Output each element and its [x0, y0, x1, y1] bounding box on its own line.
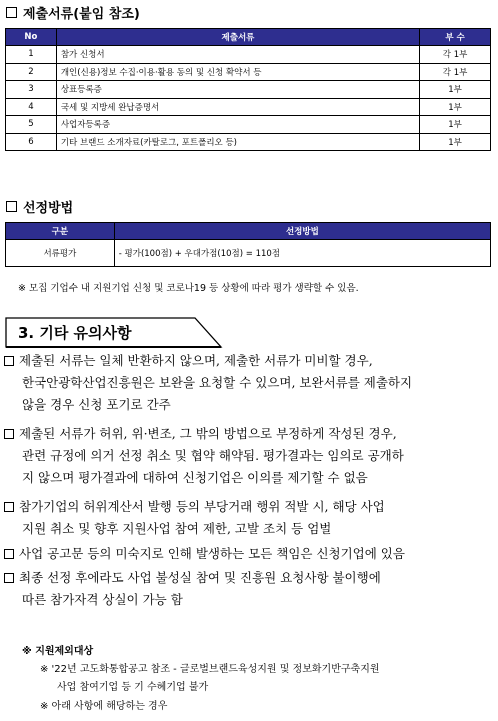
documents-table	[5, 28, 491, 151]
table-row	[6, 116, 491, 134]
checkbox-icon	[6, 7, 17, 18]
row-no: 6	[6, 133, 57, 151]
row-doc: 국세 및 지방세 완납증명서	[56, 98, 419, 116]
table-row	[6, 133, 491, 151]
header-type: 구분	[6, 223, 115, 240]
section-other-title: 3. 기타 유의사항	[18, 324, 132, 342]
row-method: - 평가(100점) + 우대가점(10점) = 110점	[114, 240, 490, 267]
list-item	[4, 543, 492, 565]
table-row	[6, 63, 491, 81]
list-item	[4, 350, 492, 416]
row-qty: 1부	[420, 133, 491, 151]
exclusion-note-1-cont: 사업 참여기업 등 기 수혜기업 불가	[57, 682, 209, 693]
header-doc: 제출서류	[56, 29, 419, 46]
row-doc: 기타 브랜드 소개자료(카탈로그, 포트폴리오 등)	[56, 133, 419, 151]
list-item	[4, 423, 492, 489]
item-text: 지 않으며 평가결과에 대하여 신청기업은 이의를 제기할 수 없음	[22, 470, 368, 485]
item-text: 한국안광학산업진흥원은 보완을 요청할 수 있으며, 보완서류를 제출하지	[22, 375, 413, 390]
section-selection-title	[6, 197, 73, 216]
row-doc: 사업자등록증	[56, 116, 419, 134]
row-doc: 참가 신청서	[56, 46, 419, 64]
item-text: 사업 공고문 등의 미숙지로 인해 발생하는 모든 책임은 신청기업에 있음	[19, 546, 405, 561]
item-text: 따른 참가자격 상실이 가능 함	[22, 592, 183, 607]
row-no: 1	[6, 46, 57, 64]
checkbox-icon	[4, 356, 14, 366]
table-row	[6, 98, 491, 116]
table-row	[6, 81, 491, 99]
checkbox-icon	[6, 201, 17, 212]
row-no: 4	[6, 98, 57, 116]
row-qty: 1부	[420, 98, 491, 116]
table-row	[6, 46, 491, 64]
row-doc: 개인(신용)정보 수집·이용·활용 동의 및 신청 확약서 등	[56, 63, 419, 81]
item-text: 참가기업의 허위계산서 발행 등의 부당거래 행위 적발 시, 해당 사업	[19, 499, 385, 514]
item-text: 않을 경우 신청 포기로 간주	[22, 397, 171, 412]
row-no: 5	[6, 116, 57, 134]
exclusion-note-1: ※ '22년 고도화통합공고 참조 - 글로벌브랜드육성지원 및 정보화기반구축지원	[40, 664, 380, 675]
row-qty: 각 1부	[420, 63, 491, 81]
checkbox-icon	[4, 573, 14, 583]
list-item	[4, 496, 492, 540]
row-type: 서류평가	[6, 240, 115, 267]
item-text: 제출된 서류가 허위, 위·변조, 그 밖의 방법으로 부정하게 작성된 경우,	[19, 426, 397, 441]
item-text: 최종 선정 후에라도 사업 불성실 참여 및 진흥원 요청사항 불이행에	[19, 570, 381, 585]
header-method: 선정방법	[114, 223, 490, 240]
section-title-text: 선정방법	[23, 201, 74, 216]
row-qty: 1부	[420, 81, 491, 99]
item-text: 지원 취소 및 향후 지원사업 참여 제한, 고발 조치 등 엄벌	[22, 521, 332, 536]
row-no: 3	[6, 81, 57, 99]
selection-note: ※ 모집 기업수 내 지원기업 신청 및 코로나19 등 상황에 따라 평가 생략할 수 있음.	[18, 283, 359, 294]
header-qty: 부 수	[420, 29, 491, 46]
item-text: 관련 규정에 의거 선정 취소 및 협약 해약됨. 평가결과는 임의로 공개하	[22, 448, 404, 463]
selection-table	[5, 222, 491, 267]
item-text: 제출된 서류는 일체 반환하지 않으며, 제출한 서류가 미비할 경우,	[19, 353, 373, 368]
row-qty: 1부	[420, 116, 491, 134]
header-no: No	[6, 29, 57, 46]
exclusion-title: ※ 지원제외대상	[22, 646, 94, 657]
section-title-text: 제출서류(붙임 참조)	[23, 7, 140, 22]
checkbox-icon	[4, 549, 14, 559]
table-row	[6, 240, 491, 267]
exclusion-note-2: ※ 아래 사항에 해당하는 경우	[40, 701, 168, 712]
checkbox-icon	[4, 502, 14, 512]
row-doc: 상표등록증	[56, 81, 419, 99]
checkbox-icon	[4, 429, 14, 439]
table-header-row	[6, 223, 491, 240]
row-no: 2	[6, 63, 57, 81]
section-documents-title	[6, 3, 140, 22]
row-qty: 각 1부	[420, 46, 491, 64]
list-item	[4, 567, 492, 611]
table-header-row	[6, 29, 491, 46]
